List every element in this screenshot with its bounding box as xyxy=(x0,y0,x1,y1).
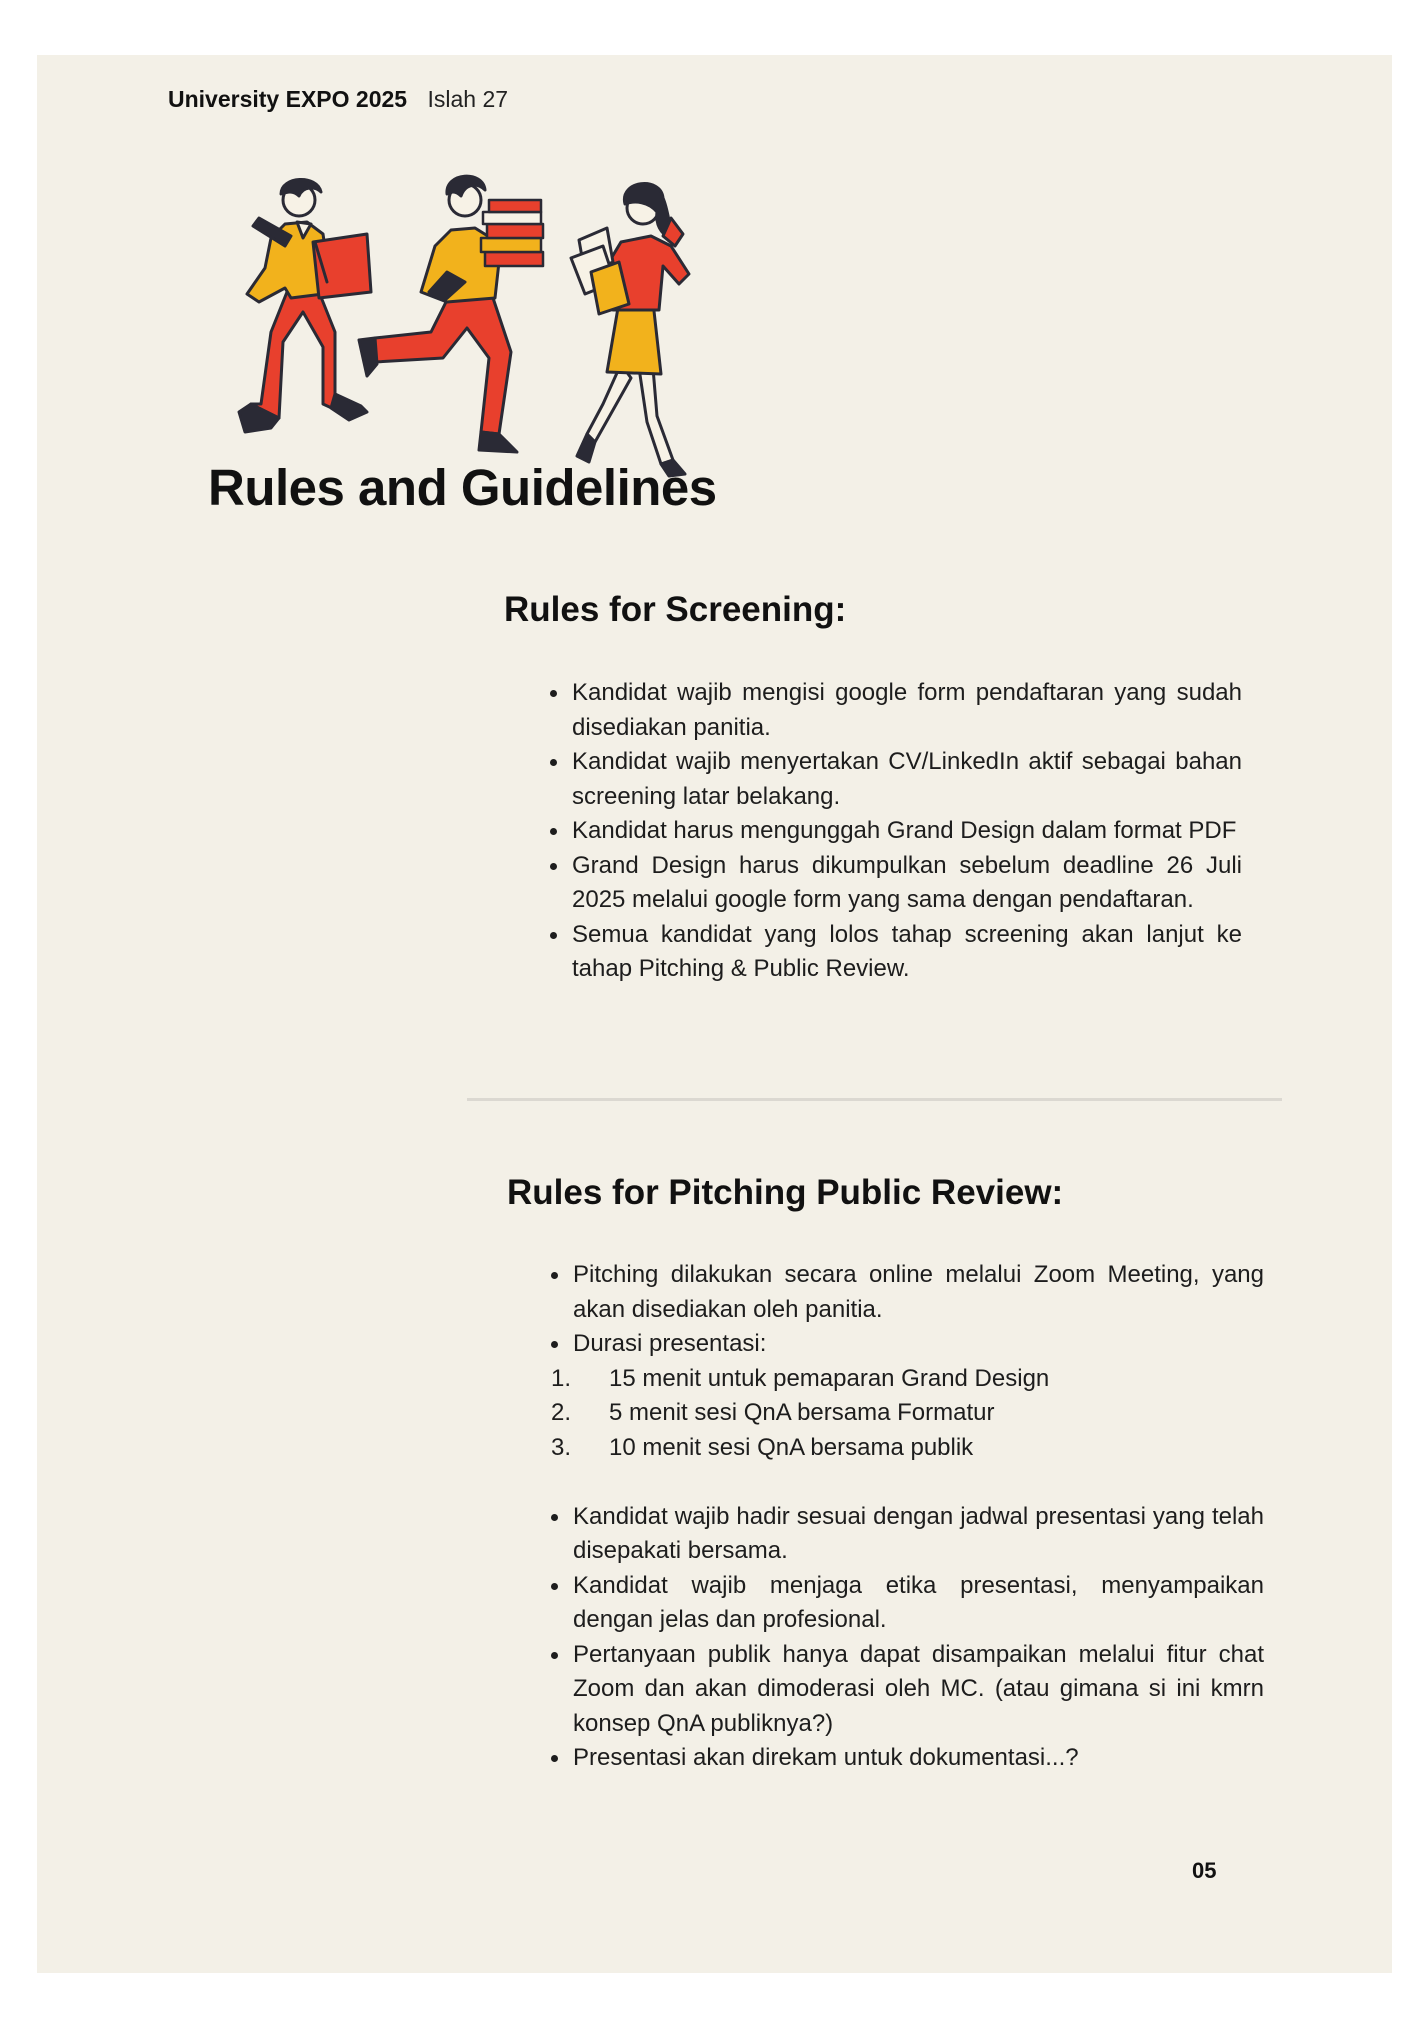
duration-item xyxy=(551,1396,1264,1431)
duration-number: 1. xyxy=(551,1364,572,1392)
pitching-rule-item: Pertanyaan publik hanya dapat disampaikan melalui fitur chat Zoom dan akan dimoderasi oleh MC. (atau gimana si ini kmrn konsep QnA publiknya?) xyxy=(551,1638,1264,1742)
screening-section-title: Rules for Screening: xyxy=(504,590,847,629)
pitching-rules-list xyxy=(551,1258,1264,1776)
list-spacer xyxy=(551,1465,1264,1500)
running-man-laptop-figure xyxy=(239,179,371,432)
page-title: Rules and Guidelines xyxy=(208,459,717,516)
pitching-rule-item: Durasi presentasi: xyxy=(551,1327,1264,1362)
duration-number: 3. xyxy=(551,1433,572,1461)
duration-text: 5 menit sesi QnA bersama Formatur xyxy=(609,1399,995,1426)
duration-text: 10 menit sesi QnA bersama publik xyxy=(609,1433,974,1461)
walking-woman-papers-figure xyxy=(571,184,689,476)
running-man-books-figure xyxy=(359,176,543,452)
pitching-rule-item: Kandidat wajib hadir sesuai dengan jadwal presentasi yang telah disepakati bersama. xyxy=(551,1500,1264,1569)
screening-rule-item: Grand Design harus dikumpulkan sebelum deadline 26 Juli 2025 melalui google form yang sama dengan pendaftaran. xyxy=(550,849,1242,918)
section-divider xyxy=(467,1098,1282,1101)
screening-rule-item: Kandidat wajib mengisi google form pendaftaran yang sudah disediakan panitia. xyxy=(550,676,1242,745)
header-brand: University EXPO 2025 xyxy=(168,86,408,112)
people-running-with-documents-illustration xyxy=(199,142,769,482)
pitching-rule-item: Pitching dilakukan secara online melalui Zoom Meeting, yang akan disediakan oleh panitia. xyxy=(551,1258,1264,1327)
duration-item xyxy=(551,1362,1264,1397)
screening-rules-list xyxy=(550,676,1242,987)
screening-rule-item: Kandidat wajib menyertakan CV/LinkedIn aktif sebagai bahan screening latar belakang. xyxy=(550,745,1242,814)
header-subtitle: Islah 27 xyxy=(427,86,509,112)
duration-text: 15 menit untuk pemaparan Grand Design xyxy=(609,1364,1050,1392)
pitching-section-title: Rules for Pitching Public Review: xyxy=(507,1173,1064,1212)
page-number: 05 xyxy=(1192,1858,1217,1883)
pitching-rule-item: Presentasi akan direkam untuk dokumentasi...? xyxy=(551,1741,1264,1776)
page-header xyxy=(168,86,508,113)
pitching-rule-item: Kandidat wajib menjaga etika presentasi, menyampaikan dengan jelas dan profesional. xyxy=(551,1569,1264,1638)
screening-rule-item: Kandidat harus mengunggah Grand Design dalam format PDF xyxy=(550,814,1242,849)
screening-rule-item: Semua kandidat yang lolos tahap screening akan lanjut ke tahap Pitching & Public Review. xyxy=(550,918,1242,987)
duration-item xyxy=(551,1431,1264,1466)
duration-number: 2. xyxy=(551,1399,572,1426)
